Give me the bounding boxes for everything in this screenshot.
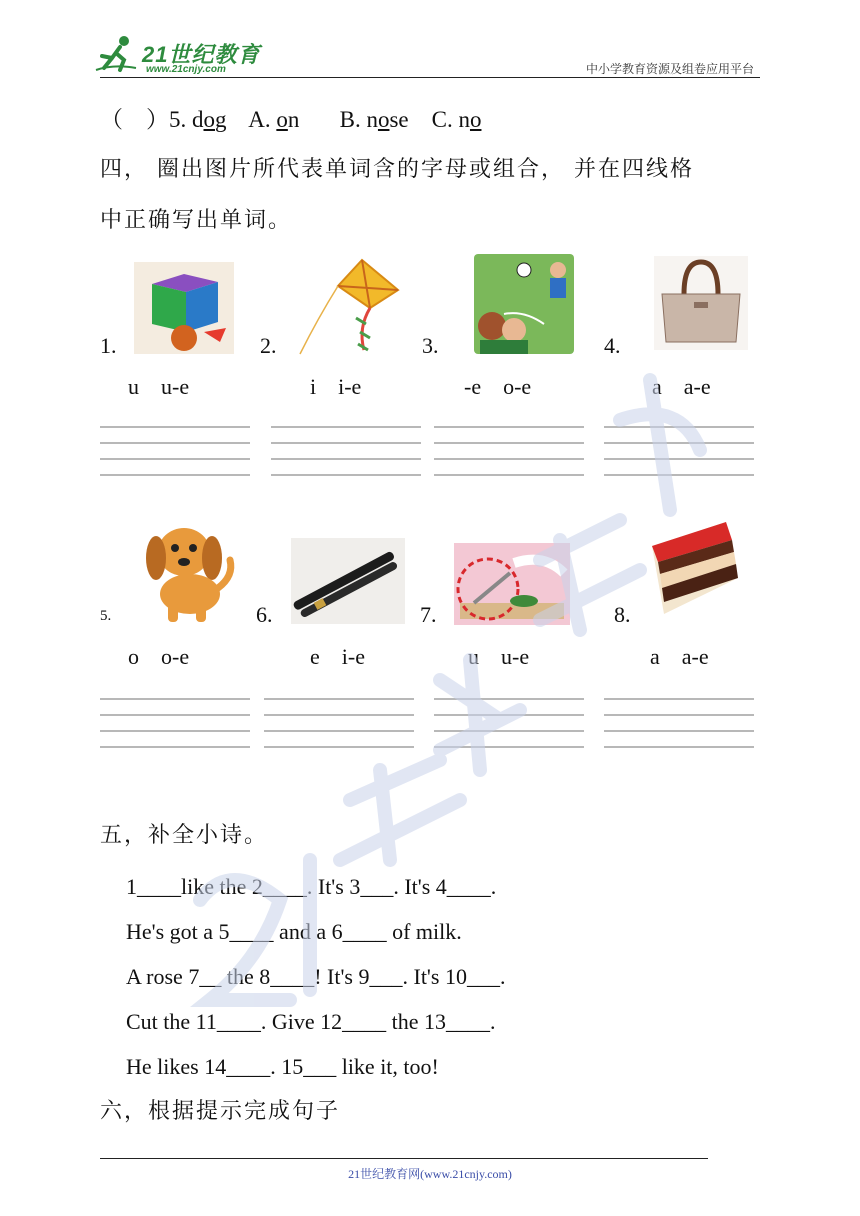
cube-icon [134, 262, 234, 354]
header-slogan: 中小学教育资源及组卷应用平台 [585, 62, 754, 76]
cutting-icon [454, 543, 570, 625]
footer-divider [100, 1158, 708, 1159]
writing-lines-6 [264, 698, 414, 756]
answer-paren: （ ） [100, 107, 169, 132]
section-5-title: 五，补全小诗。 [100, 823, 269, 848]
item-7-options: u u-e [468, 644, 530, 669]
pen-icon [291, 538, 405, 624]
item-4-options: a a-e [652, 374, 711, 399]
logo-text: 21世纪教育 [142, 42, 261, 67]
item-6-options: e i-e [310, 644, 365, 669]
item-3-options: -e o-e [464, 374, 532, 399]
option-c: C. no [431, 107, 482, 132]
runner-logo-icon [94, 34, 138, 74]
poem-line-4: Cut the 11____. Give 12____ the 13____. [126, 1009, 496, 1034]
poem-line-2: He's got a 5____ and a 6____ of milk. [126, 919, 462, 944]
kite-icon [298, 258, 402, 358]
item-8-options: a a-e [650, 644, 709, 669]
question-5 [100, 101, 481, 134]
poem-line-5: He likes 14____. 15___ like it, too! [126, 1054, 439, 1079]
item-2-number: 2. [260, 333, 277, 358]
writing-lines-5 [100, 698, 250, 756]
item-4-number: 4. [604, 333, 621, 358]
option-b: B. nose [339, 107, 409, 132]
logo-url: www.21cnjy.com [146, 64, 226, 75]
option-a: A. on [248, 107, 300, 132]
section-4-instruction-line1: 四， 圈出图片所代表单词含的字母或组合， 并在四线格 [100, 157, 694, 182]
poem-line-1: 1____like the 2____. It's 3___. It's 4____. [126, 874, 497, 899]
item-8-number: 8. [614, 602, 631, 627]
item-5-options: o o-e [128, 644, 190, 669]
item-2-options: i i-e [310, 374, 362, 399]
header-divider [100, 77, 760, 78]
kids-soccer-icon [474, 254, 574, 354]
dog-icon [130, 516, 238, 624]
writing-lines-7 [434, 698, 584, 756]
item-6-number: 6. [256, 602, 273, 627]
handbag-icon [654, 256, 748, 350]
item-1-number: 1. [100, 333, 117, 358]
site-logo [94, 34, 264, 78]
section-4-instruction-line2: 中正确写出单词。 [100, 208, 293, 233]
poem-line-3: A rose 7__ the 8____! It's 9___. It's 10___. [126, 964, 506, 989]
writing-lines-8 [604, 698, 754, 756]
item-5-number: 5. [100, 608, 112, 624]
section-6-title: 六，根据提示完成句子 [100, 1099, 341, 1124]
item-1-options: u u-e [128, 374, 190, 399]
footer-text: 21世纪教育网(www.21cnjy.com) [348, 1167, 512, 1181]
question-number: 5. [169, 107, 187, 132]
writing-lines-4 [604, 426, 754, 484]
cake-icon [648, 518, 742, 616]
question-word: dog [192, 107, 227, 132]
writing-lines-1 [100, 426, 250, 484]
writing-lines-2 [271, 426, 421, 484]
writing-lines-3 [434, 426, 584, 484]
item-3-number: 3. [422, 333, 439, 358]
item-7-number: 7. [420, 602, 437, 627]
